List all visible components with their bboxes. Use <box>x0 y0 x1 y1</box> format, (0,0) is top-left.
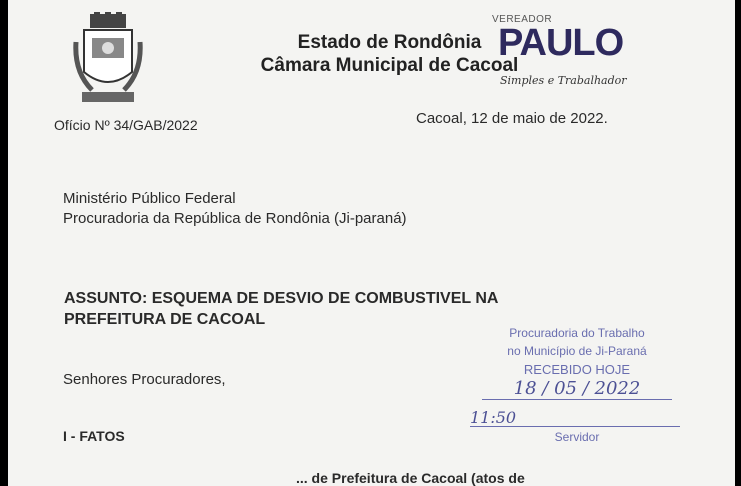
recipient-line-1: Ministério Público Federal <box>63 190 236 207</box>
stamp-line-2: no Município de Ji-Paraná <box>507 344 647 358</box>
stamp-line-3: RECEBIDO HOJE <box>523 362 631 377</box>
oficio-number: Ofício Nº 34/GAB/2022 <box>54 117 198 133</box>
salutation: Senhores Procuradores, <box>63 371 226 388</box>
councilman-logo <box>478 14 668 94</box>
stamp-date: 18 / 05 / 2022 <box>482 378 672 400</box>
logo-slogan: Simples e Trabalhador <box>500 74 627 87</box>
received-stamp <box>462 326 692 456</box>
recipient-line-2: Procuradoria da República de Rondônia (Ji-paraná) <box>63 210 407 227</box>
logo-vereador-text: VEREADOR <box>492 14 553 25</box>
state-heading: Estado de Rondônia <box>297 32 482 53</box>
stamp-line-1: Procuradoria do Trabalho <box>509 326 645 340</box>
document-date: Cacoal, 12 de maio de 2022. <box>416 110 608 127</box>
stamp-signature-line <box>470 426 680 427</box>
chamber-heading: Câmara Municipal de Cacoal <box>260 55 519 76</box>
subject-line-2: PREFEITURA DE CACOAL <box>64 311 266 328</box>
section-heading: I - FATOS <box>63 428 125 444</box>
logo-name: PAULO <box>498 22 624 64</box>
partial-body-text: ... de Prefeitura de Cacoal (atos de <box>296 470 525 486</box>
stamp-time: 11:50 <box>470 408 517 427</box>
document-page <box>8 0 735 486</box>
stamp-servidor-label: Servidor <box>554 430 600 444</box>
subject-line-1: ASSUNTO: ESQUEMA DE DESVIO DE COMBUSTIVEL NA <box>64 290 499 307</box>
